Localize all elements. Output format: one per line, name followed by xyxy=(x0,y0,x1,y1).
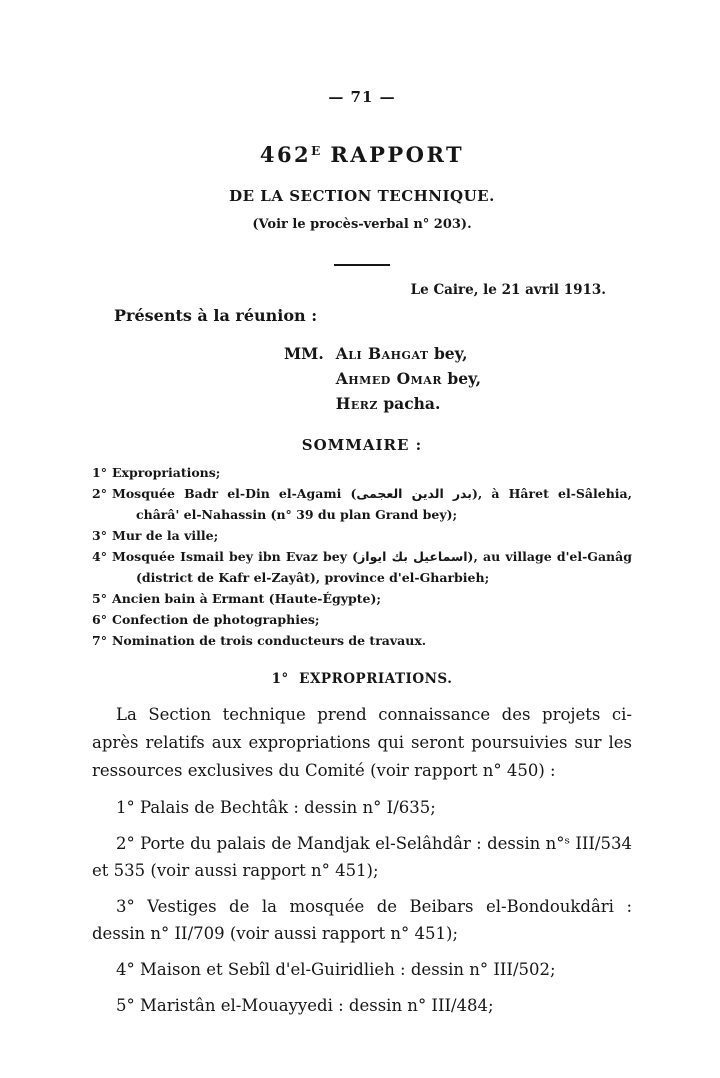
sommaire-item xyxy=(92,525,632,546)
divider-rule xyxy=(334,264,390,266)
proces-verbal-note: (Voir le procès-verbal n° 203). xyxy=(252,217,472,232)
sommaire-item-text: Nomination de trois conducteurs de travaux. xyxy=(112,633,427,648)
attendee-row xyxy=(336,366,481,391)
expropriation-item: 4° Maison et Sebîl d'el-Guiridlieh : dessin n° III/502; xyxy=(116,960,556,979)
sommaire-item-text: Mosquée Ismail bey ibn Evaz bey (اسماعيل بك ايواز), au village d'el-Ganâg (district de Kafr el-Zayât), province d'el-Gharbieh; xyxy=(112,549,632,585)
report-title-number: 462 xyxy=(259,142,312,167)
dateline: Le Caire, le 21 avril 1913. xyxy=(410,282,606,298)
report-title xyxy=(92,142,632,167)
sommaire-item-number: 4° xyxy=(92,549,107,564)
sommaire-item-text: Mur de la ville; xyxy=(112,528,219,543)
presents-label: Présents à la réunion : xyxy=(114,306,318,325)
expropriation-item: 5° Maristân el-Mouayyedi : dessin n° III/484; xyxy=(116,996,494,1015)
section-heading xyxy=(92,671,632,687)
sommaire-item xyxy=(92,483,632,525)
expropriation-items xyxy=(92,794,632,1019)
sommaire-item xyxy=(92,609,632,630)
sommaire-heading: SOMMAIRE : xyxy=(301,436,423,454)
attendee-name: Ahmed Omar xyxy=(335,369,442,388)
attendee-title: bey, xyxy=(442,369,482,388)
section-heading-number: 1° xyxy=(271,671,289,687)
expropriation-item: 1° Palais de Bechtâk : dessin n° I/635; xyxy=(116,798,436,817)
page-number: — 71 — xyxy=(328,88,396,106)
sommaire-item-text: Mosquée Badr el-Din el-Agami (بدر الدين العجمى), à Hâret el-Sâlehia, chârâ' el-Nahassin (n° 39 du plan Grand bey); xyxy=(112,486,632,522)
attendees-prefix: MM. xyxy=(284,344,324,363)
sommaire-item-number: 5° xyxy=(92,591,107,606)
attendee-row xyxy=(336,391,481,416)
sommaire-item xyxy=(92,630,632,651)
attendee-name: Ali Bahgat xyxy=(335,344,429,363)
attendee-title: pacha. xyxy=(377,394,441,413)
sommaire-item xyxy=(92,462,632,483)
sommaire-item-number: 3° xyxy=(92,528,107,543)
sommaire-item xyxy=(92,588,632,609)
attendees-list xyxy=(336,341,481,416)
section-heading-text: EXPROPRIATIONS. xyxy=(299,671,453,687)
sommaire-item-number: 6° xyxy=(92,612,107,627)
attendees-block xyxy=(284,341,632,416)
sommaire-item-text: Ancien bain à Ermant (Haute-Égypte); xyxy=(112,591,382,606)
attendee-title: bey, xyxy=(428,344,468,363)
report-title-superscript: E xyxy=(311,144,321,158)
sommaire-item xyxy=(92,546,632,588)
report-title-text: RAPPORT xyxy=(330,142,465,167)
sommaire-item-number: 2° xyxy=(92,486,107,501)
sommaire-item-number: 7° xyxy=(92,633,107,648)
sommaire-item-text: Expropriations; xyxy=(112,465,221,480)
attendee-row xyxy=(336,341,481,366)
sommaire-item-text: Confection de photographies; xyxy=(112,612,320,627)
expropriation-item: 2° Porte du palais de Mandjak el-Selâhdâr : dessin n°ˢ III/534 et 535 (voir aussi rapport n° 451); xyxy=(92,834,632,880)
expropriation-item: 3° Vestiges de la mosquée de Beibars el-Bondoukdâri : dessin n° II/709 (voir aussi rapport n° 451); xyxy=(92,897,632,943)
sommaire-list xyxy=(92,462,632,651)
sommaire-item-number: 1° xyxy=(92,465,107,480)
report-subtitle: DE LA SECTION TECHNIQUE. xyxy=(229,187,495,205)
attendee-name: Herz xyxy=(335,394,378,413)
intro-paragraph: La Section technique prend connaissance des projets ci-après relatifs aux expropriations qui seront poursuivies sur les ressources exclusives du Comité (voir rapport n° 450) : xyxy=(92,705,632,780)
